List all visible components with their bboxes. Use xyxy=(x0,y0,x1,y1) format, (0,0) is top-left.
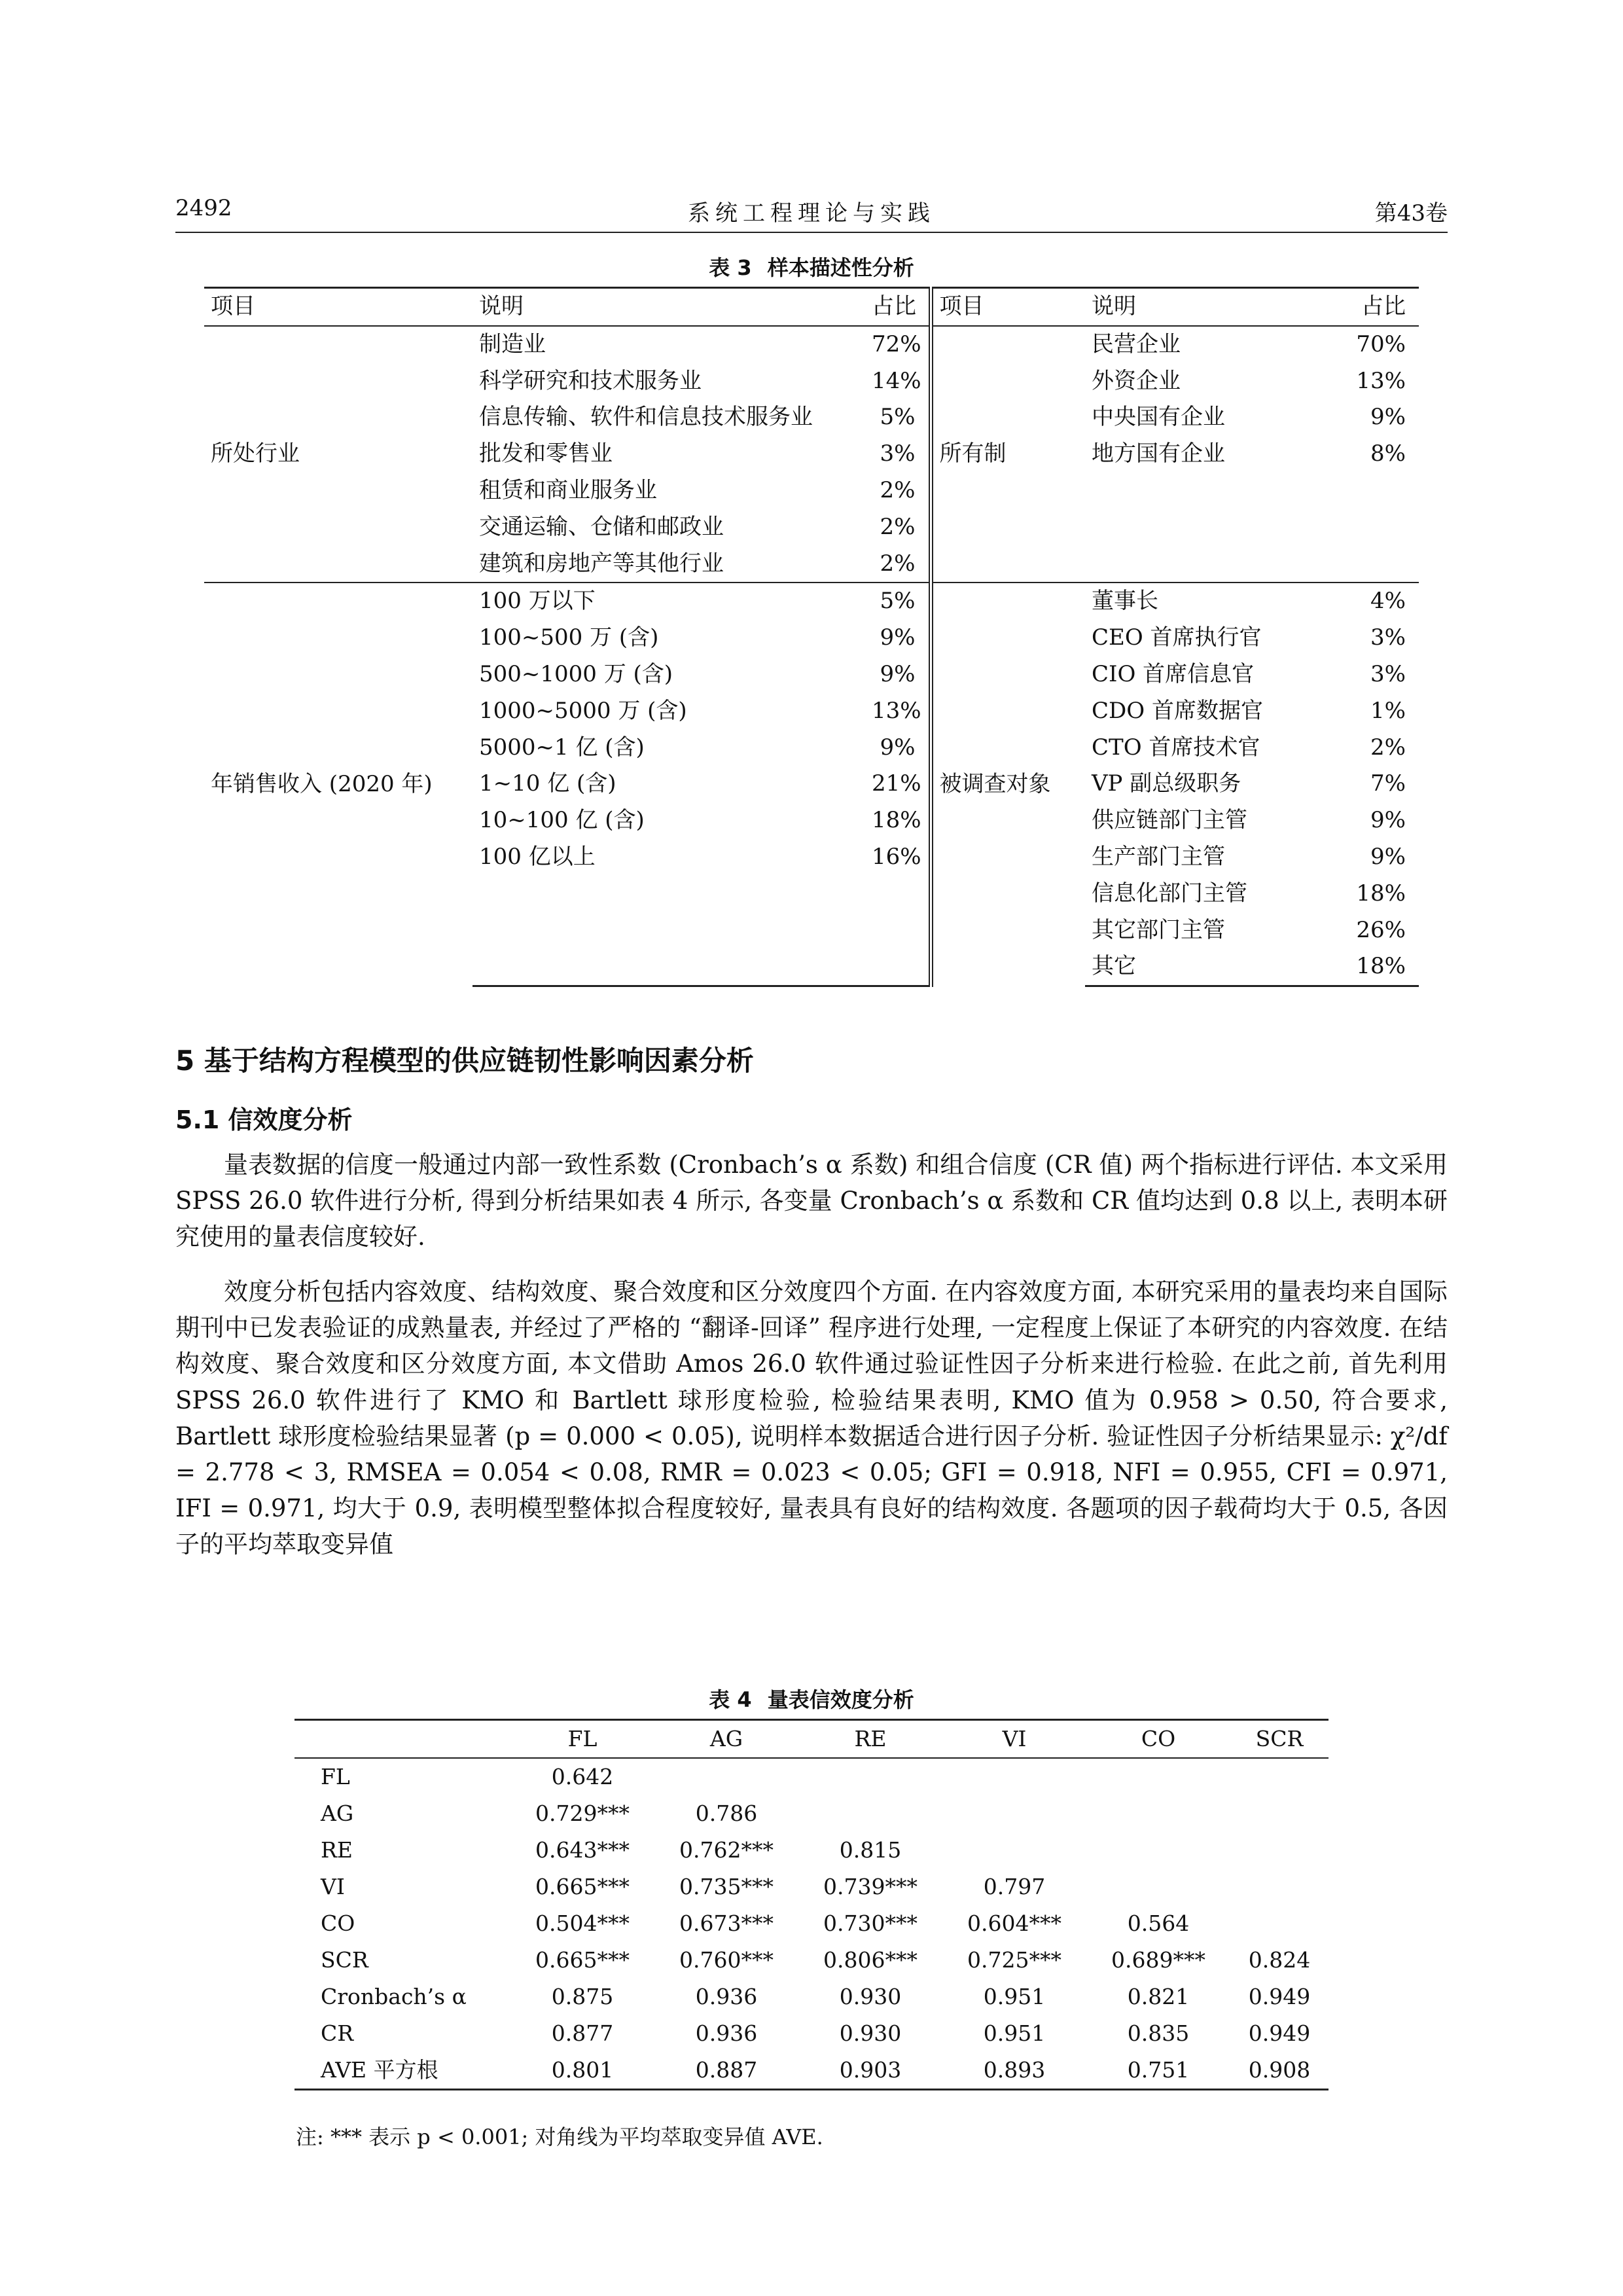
column-header: SCR xyxy=(1230,1720,1329,1759)
item-percentage: 9% xyxy=(865,730,931,766)
item-description: 100 亿以上 xyxy=(479,843,596,870)
item-description: 生产部门主管 xyxy=(1092,843,1225,870)
table-cell: 0.815 xyxy=(839,1837,902,1863)
item-percentage: 2% xyxy=(865,509,931,546)
item-percentage xyxy=(865,948,931,986)
item-percentage: 18% xyxy=(1356,880,1406,906)
item-description: 制造业 xyxy=(479,331,546,357)
column-header: 项目 xyxy=(931,288,1085,326)
table-row xyxy=(294,1905,1329,1942)
paragraph-text: 效度分析包括内容效度、结构效度、聚合效度和区分效度四个方面. 在内容效度方面, 本研究采用的量表均来自国际期刊中已发表验证的成熟量表, 并经过了严格的 “翻译-回译” 程序进行处理, 一定程度上保证了本研究的内容效度. 在结构效度、聚合效度和区分效度方面, 本文借助 Amos 26.0 软件通过验证性因子分析来进行检验. 在此之前, 首先利用 SPSS 26.0 软件进行了 KMO 和 Bartlett 球形度检验, 检验结果表明, KMO 值为 0.958 > 0.50, 符合要求, Bartlett 球形度检验结果显著 (p = 0.000 < 0.05), 说明样本数据适合进行因子分析. 验证性因子分析结果显示: χ²/df = 2.778 < 3, RMSEA = 0.054 < 0.08, RMR = 0.023 < 0.05; GFI = 0.918, NFI = 0.955, CFI = 0.971, IFI = 0.971, 均大于 0.9, 表明模型整体拟合程度较好, 量表具有良好的结构效度. 各题项的因子载荷均大于 0.5, 各因子的平均萃取变异值 xyxy=(175,1278,1448,1559)
table-row xyxy=(294,1869,1329,1905)
table-cell xyxy=(798,1795,942,1832)
table-cell: 0.908 xyxy=(1230,2052,1329,2090)
table-row xyxy=(294,1758,1329,1795)
table-row xyxy=(294,1979,1329,2015)
column-header: 占比 xyxy=(865,288,931,326)
group-label: 被调查对象 xyxy=(931,583,1085,986)
table-cell: 0.735*** xyxy=(679,1874,774,1899)
column-header: VI xyxy=(942,1720,1086,1759)
running-header xyxy=(175,195,1448,233)
table-cell: 0.797 xyxy=(983,1874,1046,1899)
item-percentage xyxy=(1321,473,1419,509)
item-percentage: 8% xyxy=(1370,440,1406,467)
column-header: 项目 xyxy=(204,288,473,326)
table3-caption-text: 样本描述性分析 xyxy=(767,255,914,280)
journal-title: 系统工程理论与实践 xyxy=(688,200,935,226)
table-cell: 0.730*** xyxy=(823,1910,918,1936)
item-description: 地方国有企业 xyxy=(1092,440,1225,467)
item-percentage: 3% xyxy=(865,436,931,473)
table-cell xyxy=(942,1758,1086,1795)
item-description: 建筑和房地产等其他行业 xyxy=(479,550,724,577)
item-percentage: 18% xyxy=(865,802,931,839)
table-cell: 0.642 xyxy=(551,1764,614,1789)
item-description: 1000~5000 万 (含) xyxy=(479,697,687,724)
table-cell: 0.665*** xyxy=(535,1874,630,1899)
item-description xyxy=(473,912,865,949)
item-description: 100~500 万 (含) xyxy=(479,624,659,651)
column-header xyxy=(294,1720,510,1759)
item-percentage xyxy=(865,912,931,949)
section-5-heading: 5 基于结构方程模型的供应链韧性影响因素分析 xyxy=(175,1045,754,1077)
table-cell: 0.689*** xyxy=(1111,1947,1205,1973)
item-percentage: 13% xyxy=(865,693,931,730)
column-header: CO xyxy=(1086,1720,1230,1759)
table-cell xyxy=(1086,1758,1230,1795)
item-description: 1~10 亿 (含) xyxy=(479,770,616,797)
table4-caption xyxy=(175,1683,1448,1713)
table-cell xyxy=(1086,1832,1230,1869)
item-percentage: 4% xyxy=(1321,583,1419,620)
table-row xyxy=(204,326,1419,363)
section-5-1-heading: 5.1 信效度分析 xyxy=(175,1105,353,1134)
table-cell: 0.665*** xyxy=(535,1947,630,1973)
table-cell: 0.936 xyxy=(695,1984,758,2009)
item-description: 信息传输、软件和信息技术服务业 xyxy=(479,404,813,431)
item-description xyxy=(473,948,865,986)
table3-sample-description xyxy=(204,287,1419,987)
item-description: CEO 首席执行官 xyxy=(1092,624,1262,651)
item-percentage: 14% xyxy=(865,363,931,400)
table-cell xyxy=(942,1795,1086,1832)
item-percentage: 9% xyxy=(1370,843,1406,870)
row-label: AG xyxy=(321,1801,354,1826)
item-description xyxy=(1085,473,1321,509)
table-cell: 0.673*** xyxy=(679,1910,774,1936)
row-label: CR xyxy=(321,2020,354,2046)
table3-header-row xyxy=(204,288,1419,326)
item-percentage: 13% xyxy=(1356,367,1406,394)
table-cell: 0.604*** xyxy=(967,1910,1061,1936)
table4-note: 注: *** 表示 p < 0.001; 对角线为平均萃取变异值 AVE. xyxy=(296,2125,823,2149)
volume-label: 第43卷 xyxy=(1374,200,1448,226)
table4-reliability-validity xyxy=(294,1719,1329,2090)
table-cell: 0.949 xyxy=(1248,2020,1311,2046)
item-description xyxy=(473,876,865,912)
table-cell: 0.739*** xyxy=(823,1874,918,1899)
row-label: VI xyxy=(321,1874,345,1899)
table-cell: 0.877 xyxy=(551,2020,614,2046)
item-description: 外资企业 xyxy=(1092,367,1181,394)
page-number: 2492 xyxy=(175,195,232,221)
row-label: Cronbach’s α xyxy=(321,1984,467,2009)
item-percentage: 3% xyxy=(1370,624,1406,651)
item-description: 信息化部门主管 xyxy=(1092,880,1247,906)
item-description: CIO 首席信息官 xyxy=(1092,660,1255,687)
item-description xyxy=(1085,509,1321,546)
item-description: 民营企业 xyxy=(1092,331,1181,357)
item-percentage: 1% xyxy=(1370,697,1406,724)
column-header: AG xyxy=(654,1720,798,1759)
item-description: 中央国有企业 xyxy=(1092,404,1225,431)
table-cell xyxy=(942,1832,1086,1869)
item-description: 其它部门主管 xyxy=(1092,916,1225,943)
table-cell xyxy=(1086,1869,1230,1905)
row-label: CO xyxy=(321,1910,355,1936)
table4-caption-number: 表 4 xyxy=(709,1687,752,1712)
item-description: CDO 首席数据官 xyxy=(1092,697,1263,724)
item-percentage: 9% xyxy=(865,620,931,656)
item-description: 500~1000 万 (含) xyxy=(479,660,673,687)
item-description: 租赁和商业服务业 xyxy=(479,476,657,503)
item-description: 5000~1 亿 (含) xyxy=(479,734,645,761)
table-cell xyxy=(1230,1758,1329,1795)
paragraph-validity xyxy=(175,1274,1448,1563)
table3-caption-number: 表 3 xyxy=(709,255,752,280)
table-cell: 0.762*** xyxy=(679,1837,774,1863)
item-description: 交通运输、仓储和邮政业 xyxy=(479,513,724,540)
item-percentage: 9% xyxy=(1370,404,1406,431)
row-label: RE xyxy=(321,1837,353,1863)
table-cell: 0.725*** xyxy=(967,1947,1061,1973)
table-cell xyxy=(798,1758,942,1795)
table-cell: 0.835 xyxy=(1127,2020,1190,2046)
item-percentage: 2% xyxy=(865,473,931,509)
paragraph-reliability xyxy=(175,1147,1448,1255)
table-row xyxy=(294,1832,1329,1869)
table-row xyxy=(294,2052,1329,2090)
table-cell: 0.786 xyxy=(695,1801,758,1826)
column-header: RE xyxy=(798,1720,942,1759)
row-label: FL xyxy=(321,1764,350,1789)
table-cell: 0.504*** xyxy=(535,1910,630,1936)
table-cell: 0.949 xyxy=(1248,1984,1311,2009)
table4-caption-text: 量表信效度分析 xyxy=(767,1687,914,1712)
table-cell xyxy=(1230,1832,1329,1869)
table-cell: 0.875 xyxy=(551,1984,614,2009)
item-percentage xyxy=(865,876,931,912)
item-percentage xyxy=(1321,546,1419,583)
row-label: SCR xyxy=(321,1947,368,1973)
table-cell: 0.729*** xyxy=(535,1801,630,1826)
table-cell: 0.760*** xyxy=(679,1947,774,1973)
table-cell: 0.930 xyxy=(839,1984,902,2009)
table-cell xyxy=(1086,1795,1230,1832)
group-label: 所有制 xyxy=(939,440,1007,467)
item-description: 供应链部门主管 xyxy=(1092,807,1247,834)
table-cell xyxy=(654,1758,798,1795)
table-cell: 0.564 xyxy=(1127,1910,1190,1936)
item-percentage: 16% xyxy=(865,839,931,876)
item-percentage: 7% xyxy=(1370,770,1406,797)
table-cell: 0.643*** xyxy=(535,1837,630,1863)
table-cell: 0.951 xyxy=(983,1984,1046,2009)
table-cell: 0.903 xyxy=(798,2052,942,2090)
group-label: 年销售收入 (2020 年) xyxy=(204,583,473,986)
item-percentage: 21% xyxy=(865,766,931,802)
table-cell: 0.801 xyxy=(510,2052,654,2090)
table4-header-row xyxy=(294,1720,1329,1759)
table-cell: 0.806*** xyxy=(823,1947,918,1973)
item-description: 100 万以下 xyxy=(473,583,865,620)
table-cell: 0.936 xyxy=(695,2020,758,2046)
item-percentage: 5% xyxy=(865,399,931,436)
column-header: 说明 xyxy=(1085,288,1321,326)
item-percentage: 2% xyxy=(865,546,931,583)
item-percentage: 3% xyxy=(1370,660,1406,687)
paragraph-text: 量表数据的信度一般通过内部一致性系数 (Cronbach’s α 系数) 和组合信度 (CR 值) 两个指标进行评估. 本文采用 SPSS 26.0 软件进行分析, 得到分析结果如表 4 所示, 各变量 Cronbach’s α 系数和 CR 值均达到 0.8 以上, 表明本研究使用的量表信度较好. xyxy=(175,1151,1448,1251)
item-description: CTO 首席技术官 xyxy=(1092,734,1260,761)
item-percentage: 26% xyxy=(1356,916,1406,943)
item-percentage: 9% xyxy=(1370,807,1406,834)
table-cell: 0.821 xyxy=(1127,1984,1190,2009)
table-cell: 0.824 xyxy=(1248,1947,1311,1973)
row-label: AVE 平方根 xyxy=(294,2052,510,2090)
table-row xyxy=(204,583,1419,620)
table-cell: 0.751 xyxy=(1086,2052,1230,2090)
table-row xyxy=(294,1795,1329,1832)
table-cell: 0.887 xyxy=(654,2052,798,2090)
column-header: 占比 xyxy=(1321,288,1419,326)
group-label: 所处行业 xyxy=(211,440,300,467)
item-percentage: 18% xyxy=(1321,948,1419,986)
table-row xyxy=(294,2015,1329,2052)
item-description: 科学研究和技术服务业 xyxy=(479,367,702,394)
column-header: 说明 xyxy=(473,288,865,326)
item-percentage: 72% xyxy=(865,326,931,363)
item-percentage: 5% xyxy=(865,583,931,620)
table-cell xyxy=(1230,1905,1329,1942)
item-description: 10~100 亿 (含) xyxy=(479,807,645,834)
table-cell: 0.893 xyxy=(942,2052,1086,2090)
table-cell: 0.930 xyxy=(839,2020,902,2046)
column-header: FL xyxy=(510,1720,654,1759)
item-description: 批发和零售业 xyxy=(479,440,613,467)
item-percentage xyxy=(1321,509,1419,546)
table-cell: 0.951 xyxy=(983,2020,1046,2046)
table-cell xyxy=(1230,1869,1329,1905)
table-cell xyxy=(1230,1795,1329,1832)
item-percentage: 9% xyxy=(865,656,931,693)
item-percentage: 70% xyxy=(1356,331,1406,357)
table-row xyxy=(294,1942,1329,1979)
table3-caption xyxy=(175,251,1448,281)
item-description: 董事长 xyxy=(1085,583,1321,620)
item-description xyxy=(1085,546,1321,583)
item-percentage: 2% xyxy=(1370,734,1406,761)
item-description: VP 副总级职务 xyxy=(1092,770,1241,797)
item-description: 其它 xyxy=(1085,948,1321,986)
